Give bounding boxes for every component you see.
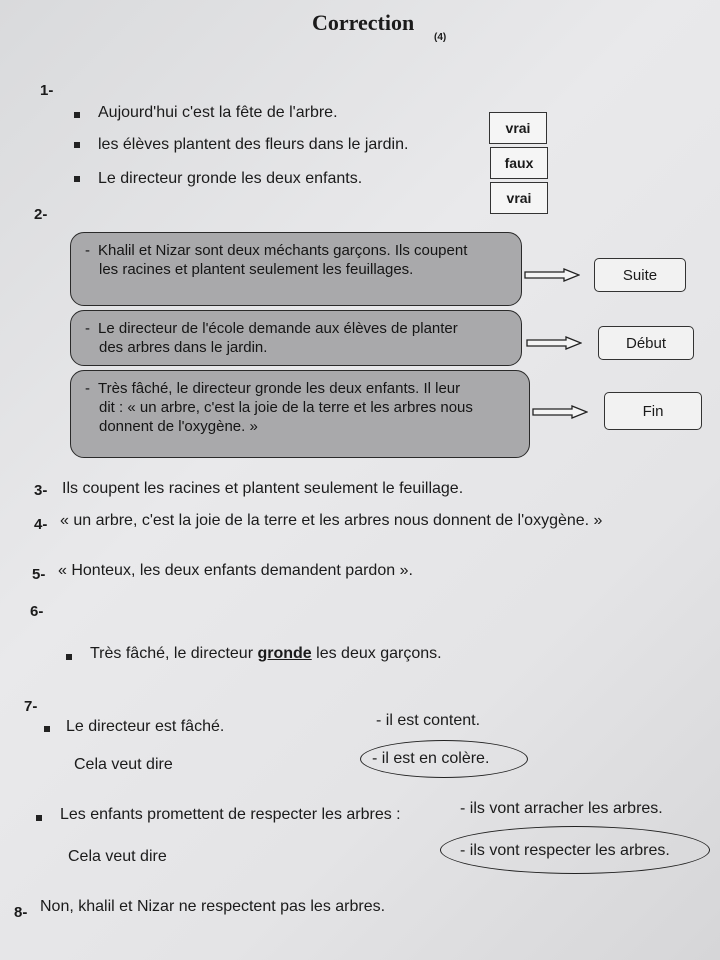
q3-answer: Ils coupent les racines et plantent seulement le feuillage. [62, 480, 464, 497]
bullet-icon [74, 142, 80, 148]
q2-event-3-line-3: donnent de l'oxygène. » [99, 418, 258, 435]
q7-number: 7- [24, 698, 38, 715]
q6-number: 6- [30, 603, 44, 620]
bullet-icon [74, 112, 80, 118]
right-arrow-icon [526, 336, 582, 350]
q6-answer: Très fâché, le directeur gronde les deux garçons. [90, 645, 442, 662]
q2-event-3-line-2: dit : « un arbre, c'est la joie de la terre et les arbres nous [99, 399, 473, 416]
q1-item-2-answer: faux [490, 147, 548, 179]
q2-event-2-line-2: des arbres dans le jardin. [99, 339, 268, 356]
q1-item-3-answer: vrai [490, 182, 548, 214]
q7b-option-1: - ils vont arracher les arbres. [460, 800, 663, 817]
q2-event-3-line-1: Très fâché, le directeur gronde les deux enfants. Il leur [98, 380, 461, 397]
q6-underlined-verb: gronde [257, 645, 312, 662]
q3-number: 3- [34, 482, 48, 499]
q7a-option-1: - il est content. [376, 712, 481, 729]
q7b-meaning: Cela veut dire [68, 848, 167, 865]
q2-event-box-2: - Le directeur de l'école demande aux élèves de planter des arbres dans le jardin. [70, 310, 522, 366]
score-note: (4) [434, 32, 447, 43]
q2-label-2: Début [598, 326, 694, 360]
q2-number: 2- [34, 206, 48, 223]
q1-item-2-text: les élèves plantent des fleurs dans le jardin. [98, 136, 409, 153]
q7b-statement: Les enfants promettent de respecter les arbres : [60, 806, 401, 823]
q1-item-1-text: Aujourd'hui c'est la fête de l'arbre. [98, 104, 338, 121]
bullet-icon [36, 815, 42, 821]
bullet-icon [74, 176, 80, 182]
right-arrow-icon [524, 268, 580, 282]
q1-item-1-answer: vrai [489, 112, 547, 144]
bullet-icon [66, 654, 72, 660]
q2-event-1-line-2: les racines et plantent seulement les feuillages. [99, 261, 414, 278]
q4-number: 4- [34, 516, 48, 533]
q4-answer: « un arbre, c'est la joie de la terre et les arbres nous donnent de l'oxygène. » [60, 512, 603, 529]
q2-label-1: Suite [594, 258, 686, 292]
q7a-meaning: Cela veut dire [74, 756, 173, 773]
q2-event-box-3: - Très fâché, le directeur gronde les deux enfants. Il leur dit : « un arbre, c'est la joie de la terre et les arbres nous donnent de l'oxygène. » [70, 370, 530, 458]
q5-number: 5- [32, 566, 46, 583]
q8-answer: Non, khalil et Nizar ne respectent pas les arbres. [40, 898, 386, 915]
right-arrow-icon [532, 405, 588, 419]
q8-number: 8- [14, 904, 28, 921]
q2-label-3: Fin [604, 392, 702, 430]
q7a-option-2: - il est en colère. [372, 750, 490, 767]
q5-answer: « Honteux, les deux enfants demandent pardon ». [58, 562, 413, 579]
q7a-statement: Le directeur est fâché. [66, 718, 225, 735]
q2-event-1-line-1: Khalil et Nizar sont deux méchants garçons. Ils coupent [98, 242, 468, 259]
page-title: Correction [312, 10, 415, 35]
q2-event-box-1: - Khalil et Nizar sont deux méchants garçons. Ils coupent les racines et plantent seulement les feuillages. [70, 232, 522, 306]
q7b-option-2: - ils vont respecter les arbres. [460, 842, 670, 859]
q1-item-3-text: Le directeur gronde les deux enfants. [98, 170, 363, 187]
bullet-icon [44, 726, 50, 732]
q1-number: 1- [40, 82, 54, 99]
q2-event-2-line-1: Le directeur de l'école demande aux élèves de planter [98, 320, 458, 337]
